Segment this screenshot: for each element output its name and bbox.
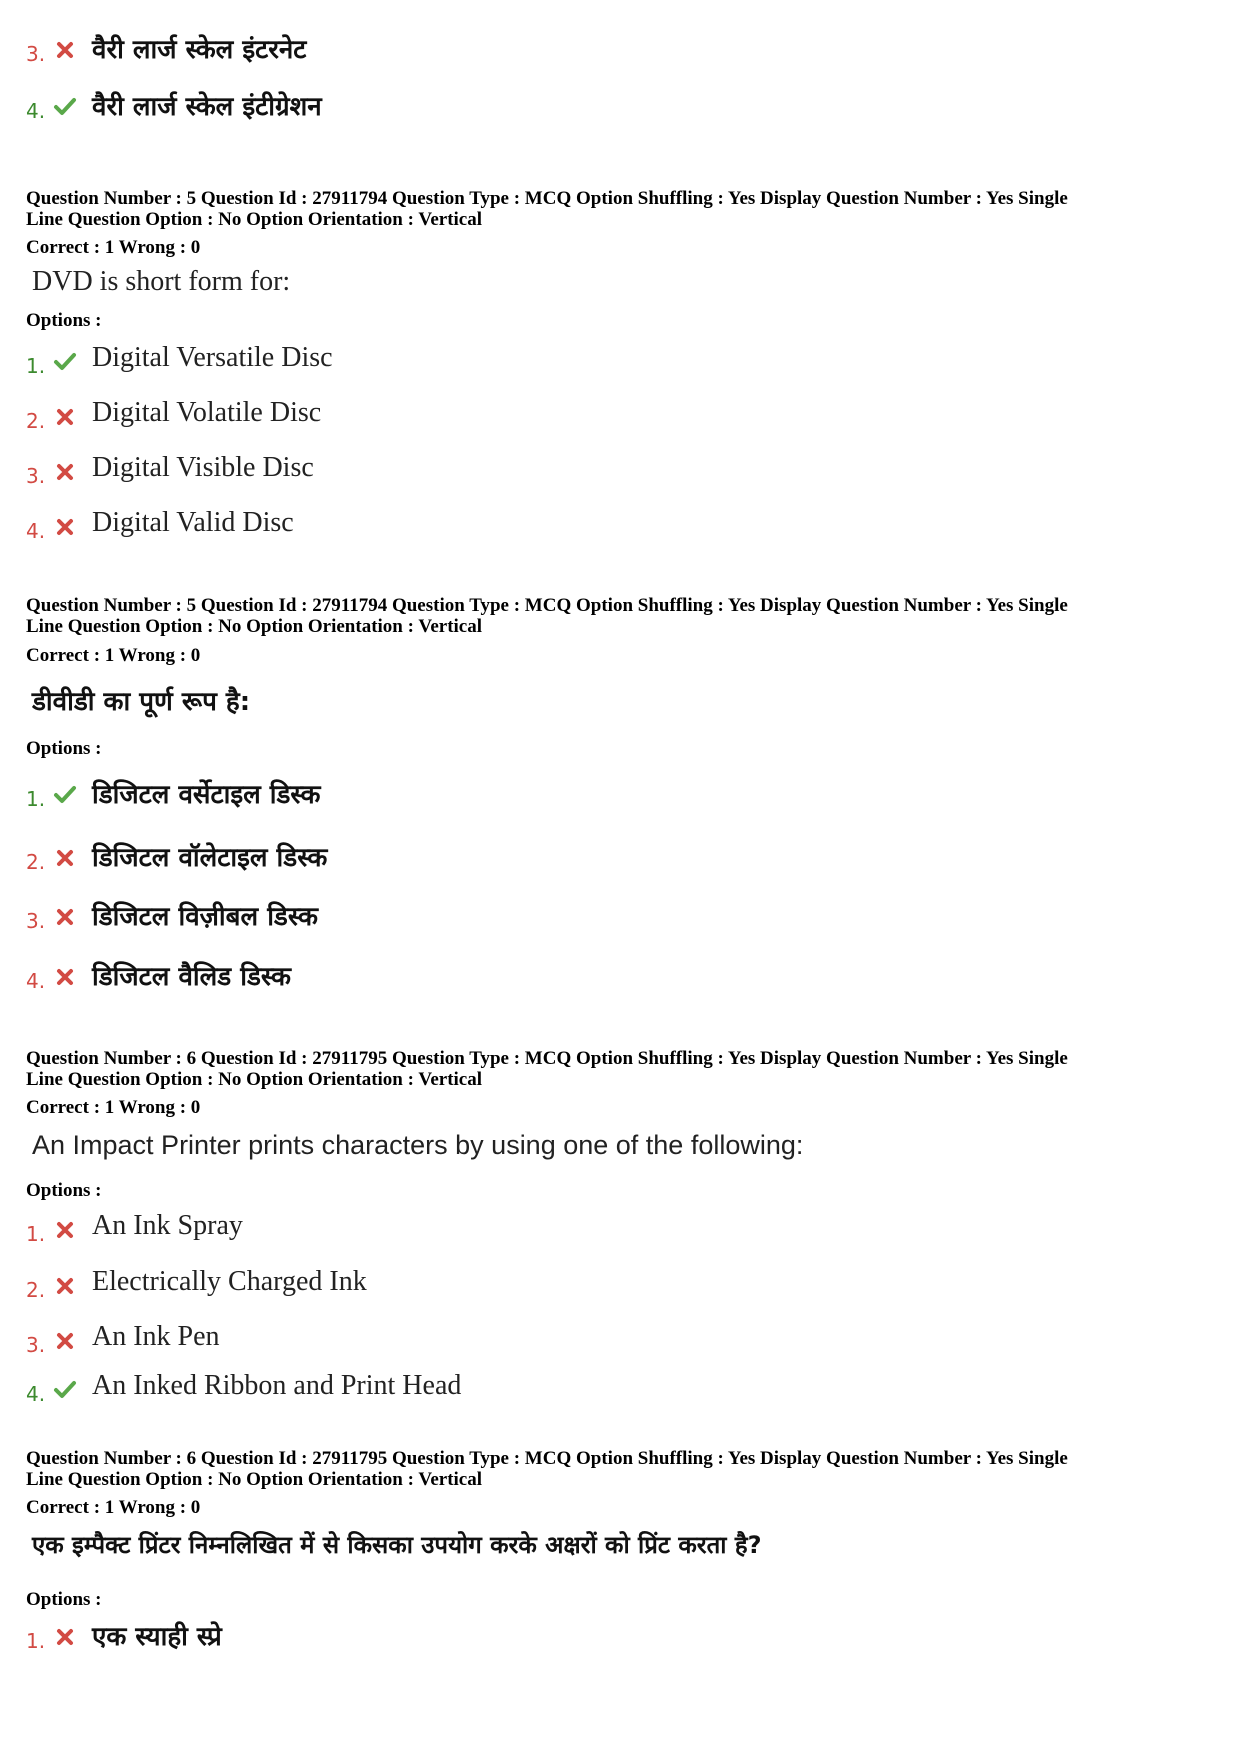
option-row: [26, 342, 926, 392]
option-text: वैरी लार्ज स्केल इंटरनेट: [92, 35, 307, 65]
option-number: 2.: [26, 409, 46, 433]
cross-icon: [52, 403, 78, 429]
option-text: An Ink Spray: [92, 1210, 243, 1241]
option-row: [26, 1321, 926, 1371]
cross-icon: [52, 513, 78, 539]
option-number: 4.: [26, 1382, 46, 1406]
question-text: एक इम्पैक्ट प्रिंटर निम्नलिखित में से किसका उपयोग करके अक्षरों को प्रिंट करता है?: [32, 1531, 762, 1559]
option-row: [26, 775, 926, 825]
question-meta: [26, 1048, 1216, 1090]
options-label: Options :: [26, 1589, 102, 1610]
option-row: [26, 87, 926, 137]
option-row: [26, 397, 926, 447]
score-line: Correct : 1 Wrong : 0: [26, 1097, 201, 1118]
option-text: Digital Versatile Disc: [92, 342, 333, 373]
option-row: [26, 1617, 926, 1667]
meta-line: Question Number : 5 Question Id : 27911794 Question Type : MCQ Option Shuffling : Yes Display Question Number : Yes Single: [26, 188, 1068, 209]
option-row: [26, 30, 926, 80]
option-text: An Inked Ribbon and Print Head: [92, 1370, 462, 1401]
question-meta: [26, 595, 1216, 637]
cross-icon: [52, 1216, 78, 1242]
option-text: डिजिटल वर्सेटाइल डिस्क: [92, 780, 321, 810]
option-text: Electrically Charged Ink: [92, 1266, 367, 1297]
option-number: 2.: [26, 850, 46, 874]
option-text: डिजिटल विज़ीबल डिस्क: [92, 902, 318, 932]
check-icon: [52, 348, 78, 374]
cross-icon: [52, 1623, 78, 1649]
check-icon: [52, 1376, 78, 1402]
option-number: 1.: [26, 1629, 46, 1653]
meta-line: Question Number : 5 Question Id : 27911794 Question Type : MCQ Option Shuffling : Yes Display Question Number : Yes Single: [26, 595, 1068, 616]
option-row: [26, 452, 926, 502]
option-row: [26, 1266, 926, 1316]
meta-line: Line Question Option : No Option Orientation : Vertical: [26, 616, 483, 637]
meta-line: Question Number : 6 Question Id : 27911795 Question Type : MCQ Option Shuffling : Yes Display Question Number : Yes Single: [26, 1448, 1068, 1469]
options-label: Options :: [26, 1180, 102, 1201]
option-text: डिजिटल वैलिड डिस्क: [92, 962, 291, 992]
option-number: 3.: [26, 42, 46, 66]
option-row: [26, 1210, 926, 1260]
score-line: Correct : 1 Wrong : 0: [26, 1497, 201, 1518]
check-icon: [52, 93, 78, 119]
option-number: 3.: [26, 464, 46, 488]
cross-icon: [52, 1272, 78, 1298]
option-number: 3.: [26, 909, 46, 933]
option-text: Digital Valid Disc: [92, 507, 294, 538]
option-text: An Ink Pen: [92, 1321, 220, 1352]
cross-icon: [52, 963, 78, 989]
option-number: 1.: [26, 1222, 46, 1246]
option-row: [26, 1370, 926, 1420]
option-number: 2.: [26, 1278, 46, 1302]
meta-line: Line Question Option : No Option Orientation : Vertical: [26, 1469, 483, 1490]
question-text: डीवीडी का पूर्ण रूप है:: [32, 687, 251, 717]
option-number: 1.: [26, 787, 46, 811]
options-label: Options :: [26, 310, 102, 331]
option-row: [26, 507, 926, 557]
option-text: डिजिटल वॉलेटाइल डिस्क: [92, 843, 328, 873]
option-number: 4.: [26, 519, 46, 543]
option-row: [26, 897, 926, 947]
cross-icon: [52, 36, 78, 62]
meta-line: Line Question Option : No Option Orientation : Vertical: [26, 1069, 483, 1090]
score-line: Correct : 1 Wrong : 0: [26, 645, 201, 666]
meta-line: Line Question Option : No Option Orientation : Vertical: [26, 209, 483, 230]
score-line: Correct : 1 Wrong : 0: [26, 237, 201, 258]
question-meta: [26, 1448, 1216, 1490]
option-text: Digital Volatile Disc: [92, 397, 322, 428]
meta-line: Question Number : 6 Question Id : 27911795 Question Type : MCQ Option Shuffling : Yes Display Question Number : Yes Single: [26, 1048, 1068, 1069]
option-text: एक स्याही स्प्रे: [92, 1622, 222, 1652]
option-text: वैरी लार्ज स्केल इंटीग्रेशन: [92, 92, 322, 122]
options-label: Options :: [26, 738, 102, 759]
option-text: Digital Visible Disc: [92, 452, 314, 483]
cross-icon: [52, 903, 78, 929]
option-row: [26, 957, 926, 1007]
question-text: DVD is short form for:: [32, 266, 291, 297]
option-row: [26, 838, 926, 888]
cross-icon: [52, 458, 78, 484]
option-number: 3.: [26, 1333, 46, 1357]
option-number: 1.: [26, 354, 46, 378]
question-meta: [26, 188, 1216, 230]
cross-icon: [52, 1327, 78, 1353]
check-icon: [52, 781, 78, 807]
option-number: 4.: [26, 969, 46, 993]
cross-icon: [52, 844, 78, 870]
option-number: 4.: [26, 99, 46, 123]
question-text: An Impact Printer prints characters by using one of the following:: [32, 1130, 804, 1160]
